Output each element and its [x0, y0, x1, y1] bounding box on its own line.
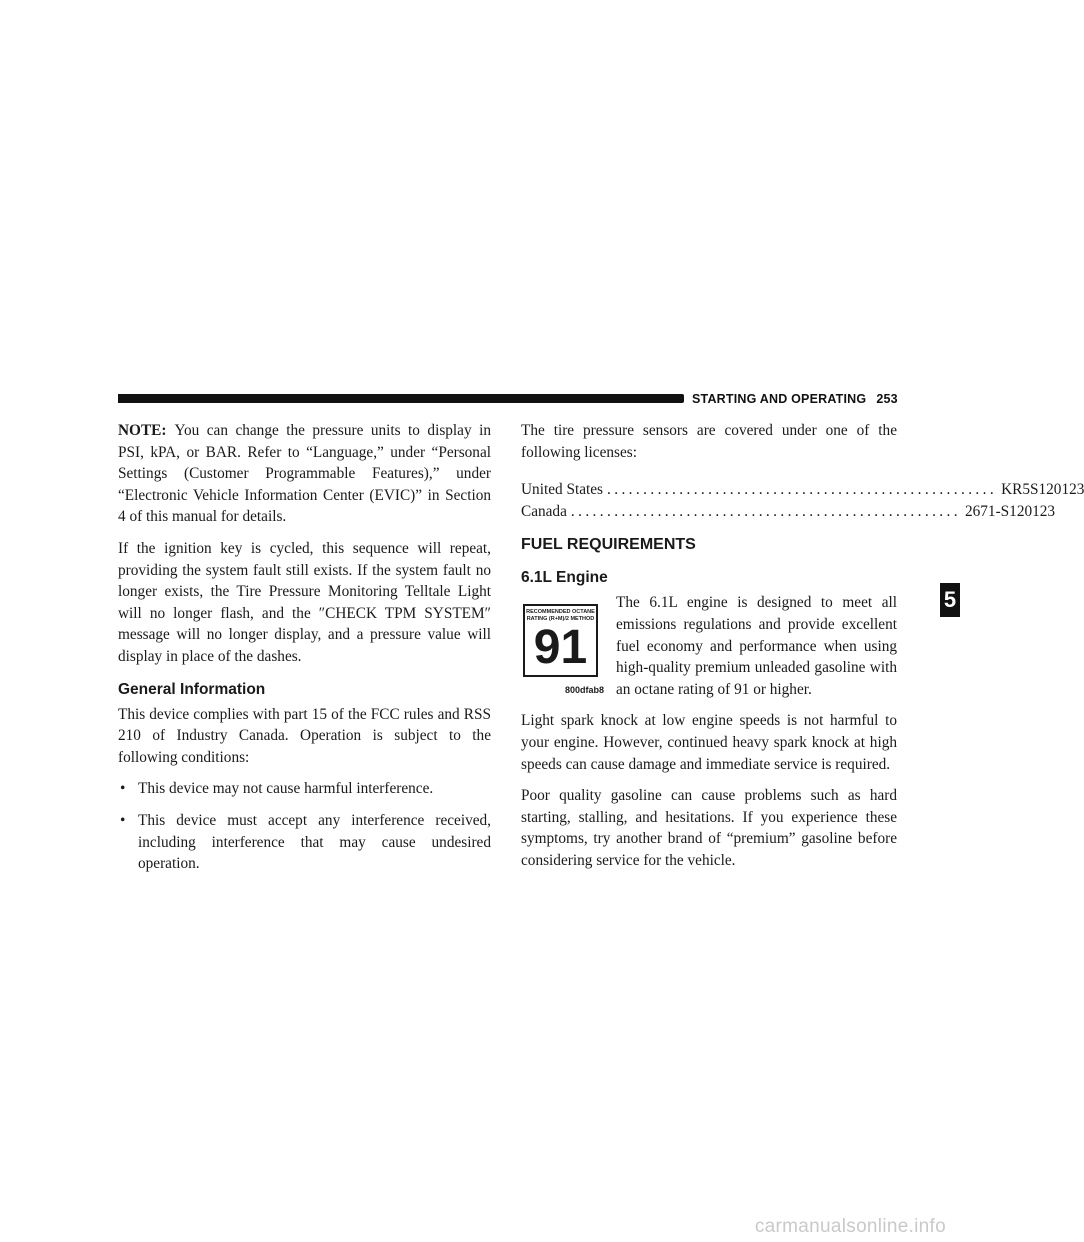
fuel-requirements-heading: FUEL REQUIREMENTS [521, 536, 696, 554]
license-number: 2671-S120123 [964, 502, 1056, 520]
leader-dots: ...................................................... [607, 481, 998, 499]
leader-dots: ...................................................... [570, 502, 961, 520]
license-country: United States [521, 481, 603, 499]
header-title: STARTING AND OPERATING [692, 392, 867, 406]
bullet-icon: • [120, 811, 126, 829]
engine-heading: 6.1L Engine [521, 569, 608, 587]
figure-code: 800dfab8 [565, 685, 605, 696]
page-number: 253 [876, 392, 898, 406]
spark-knock-paragraph: Light spark knock at low engine speeds is not harmful to your engine. However, continued heavy spark knock at high speeds can cause damage and immediate service is required. [521, 712, 897, 773]
list-item [118, 810, 491, 875]
right-column [521, 420, 1084, 882]
note-label: NOTE: [118, 422, 167, 439]
ignition-paragraph: If the ignition key is cycled, this sequence will repeat, providing the system fault still exists. If the system fault no longer exists, the Tire Pressure Monitoring Telltale Light will no longer flash, and the ″CHECK TPM SYSTEM″ message will no longer display, and a pressure value will display in place of the dashes. [118, 539, 491, 665]
license-number: KR5S120123 [1001, 481, 1084, 499]
left-column [118, 420, 491, 885]
note-text: You can change the pressure units to display in PSI, kPA, or BAR. Refer to “Language,” under “Personal Settings (Customer Programmable Features),” under “Electronic Vehicle Information Center (EVIC)” in Section 4 of this manual for details. [118, 422, 491, 526]
license-table [521, 479, 1084, 522]
fcc-paragraph: This device complies with part 15 of the FCC rules and RSS 210 of Industry Canada. Operation is subject to the following conditions: [118, 705, 491, 766]
general-information-heading: General Information [118, 680, 266, 698]
list-item-text: This device may not cause harmful interference. [138, 780, 434, 798]
bullet-icon: • [120, 780, 126, 798]
engine-block [521, 592, 897, 710]
list-item-text: This device must accept any interference received, including interference that may cause undesired operation. [138, 811, 491, 873]
license-row [521, 479, 1084, 501]
octane-rating-label: RECOMMENDED OCTANE RATING (R+M)/2 METHOD [526, 609, 595, 622]
engine-paragraph: The 6.1L engine is designed to meet all emissions regulations and provide excellent fuel economy and performance when using high-quality premium unleaded gasoline with an octane rating of 91 or higher. [616, 594, 897, 698]
license-row [521, 501, 1056, 523]
note-paragraph [118, 420, 491, 528]
list-item [118, 778, 491, 800]
header-rule [118, 394, 684, 403]
section-tab: 5 [940, 583, 960, 617]
poor-gasoline-paragraph: Poor quality gasoline can cause problems such as hard starting, stalling, and hesitations. If you experience these symptoms, try another brand of “premium” gasoline before considering service for the vehicle. [521, 787, 897, 869]
conditions-list [118, 778, 491, 874]
running-header [692, 392, 898, 406]
octane-rating-figure [521, 596, 606, 694]
sensors-paragraph: The tire pressure sensors are covered under one of the following licenses: [521, 422, 897, 461]
octane-label-box [523, 604, 598, 677]
watermark: carmanualsonline.info [754, 1216, 946, 1237]
octane-number: 91 [533, 621, 588, 675]
license-country: Canada [521, 502, 567, 520]
